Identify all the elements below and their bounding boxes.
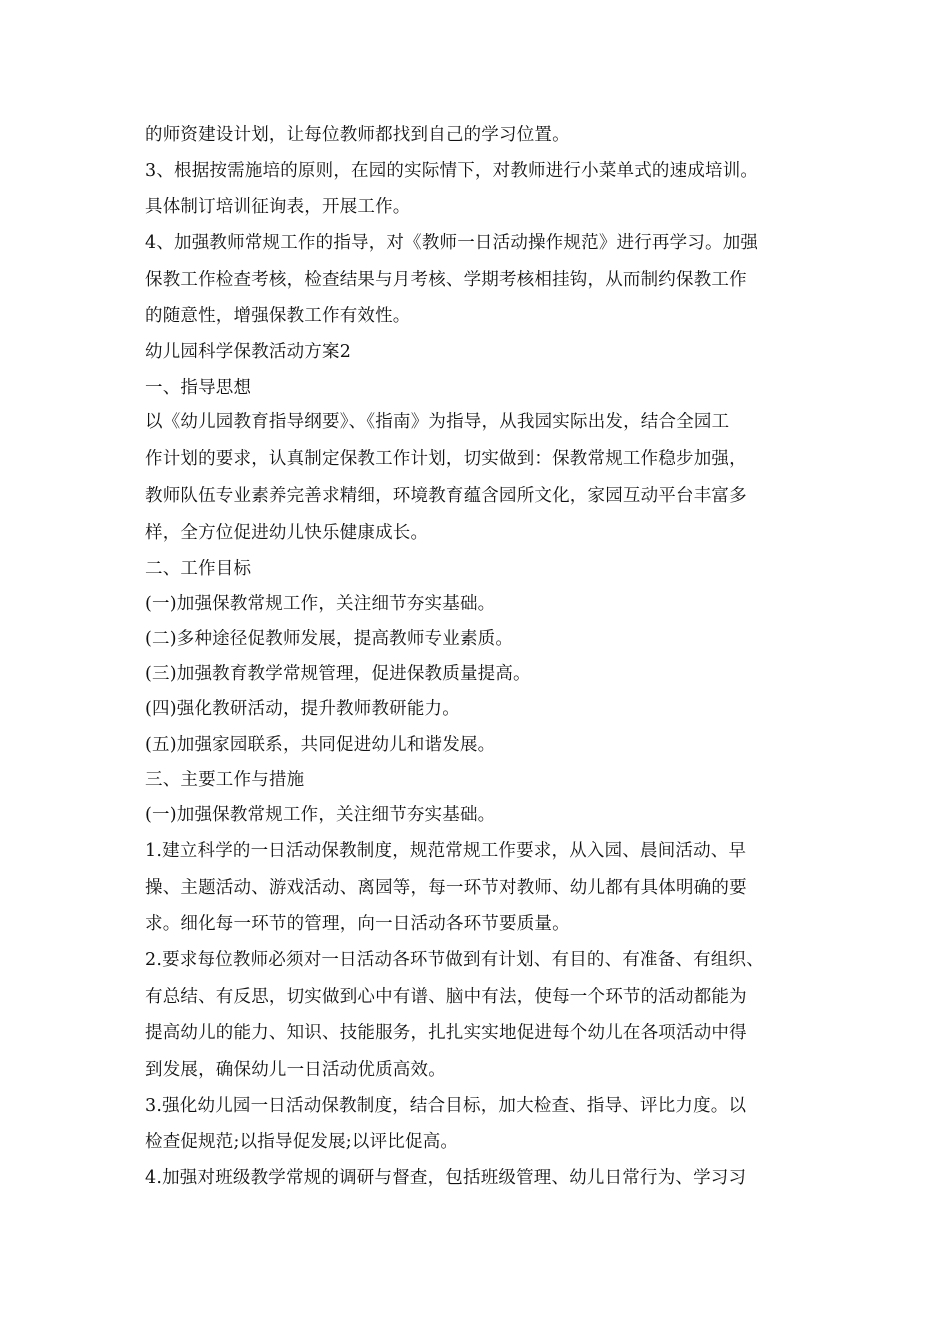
text-line: 保教工作检查考核，检查结果与月考核、学期考核相挂钩，从而制约保教工作 [145, 270, 747, 290]
text-line: 提高幼儿的能力、知识、技能服务，扎扎实实地促进每个幼儿在各项活动中得 [145, 1023, 747, 1043]
text-line: 检查促规范;以指导促发展;以评比促高。 [145, 1132, 459, 1152]
list-item: (五)加强家园联系，共同促进幼儿和谐发展。 [145, 735, 496, 755]
text-line: 以《幼儿园教育指导纲要》、《指南》为指导，从我园实际出发，结合全园工 [145, 412, 730, 432]
text-line: 4.加强对班级教学常规的调研与督查，包括班级管理、幼儿日常行为、学习习 [145, 1168, 747, 1188]
text-line: 操、主题活动、游戏活动、离园等，每一环节对教师、幼儿都有具体明确的要 [145, 878, 747, 898]
heading: 二、工作目标 [145, 559, 252, 579]
text-line: 的师资建设计划，让每位教师都找到自己的学习位置。 [145, 125, 570, 145]
text-line: 1.建立科学的一日活动保教制度，规范常规工作要求，从入园、晨间活动、早 [145, 841, 747, 861]
list-item: (一)加强保教常规工作，关注细节夯实基础。 [145, 805, 496, 825]
list-item: (二)多种途径促教师发展，提高教师专业素质。 [145, 629, 514, 649]
text-line: 有总结、有反思，切实做到心中有谱、脑中有法，使每一个环节的活动都能为 [145, 987, 747, 1007]
text-line: 4、加强教师常规工作的指导，对《教师一日活动操作规范》进行再学习。加强 [145, 233, 759, 253]
section-title: 幼儿园科学保教活动方案2 [145, 342, 352, 362]
text-line: 教师队伍专业素养完善求精细，环境教育蕴含园所文化，家园互动平台丰富多 [145, 486, 747, 506]
list-item: (四)强化教研活动，提升教师教研能力。 [145, 699, 460, 719]
list-item: (三)加强教育教学常规管理，促进保教质量提高。 [145, 664, 531, 684]
list-item: (一)加强保教常规工作，关注细节夯实基础。 [145, 594, 496, 614]
text-line: 3.强化幼儿园一日活动保教制度，结合目标，加大检查、指导、评比力度。以 [145, 1096, 747, 1116]
text-line: 2.要求每位教师必须对一日活动各环节做到有计划、有目的、有准备、有组织、 [145, 950, 764, 970]
heading: 三、主要工作与措施 [145, 770, 305, 790]
text-line: 求。细化每一环节的管理，向一日活动各环节要质量。 [145, 914, 570, 934]
heading: 一、指导思想 [145, 378, 252, 398]
text-line: 具体制订培训征询表，开展工作。 [145, 197, 411, 217]
text-line: 的随意性，增强保教工作有效性。 [145, 306, 411, 326]
text-line: 作计划的要求，认真制定保教工作计划，切实做到：保教常规工作稳步加强， [145, 449, 747, 469]
text-line: 到发展，确保幼儿一日活动优质高效。 [145, 1060, 446, 1080]
text-line: 样，全方位促进幼儿快乐健康成长。 [145, 523, 429, 543]
text-line: 3、根据按需施培的原则，在园的实际情下，对教师进行小菜单式的速成培训。 [145, 161, 759, 181]
